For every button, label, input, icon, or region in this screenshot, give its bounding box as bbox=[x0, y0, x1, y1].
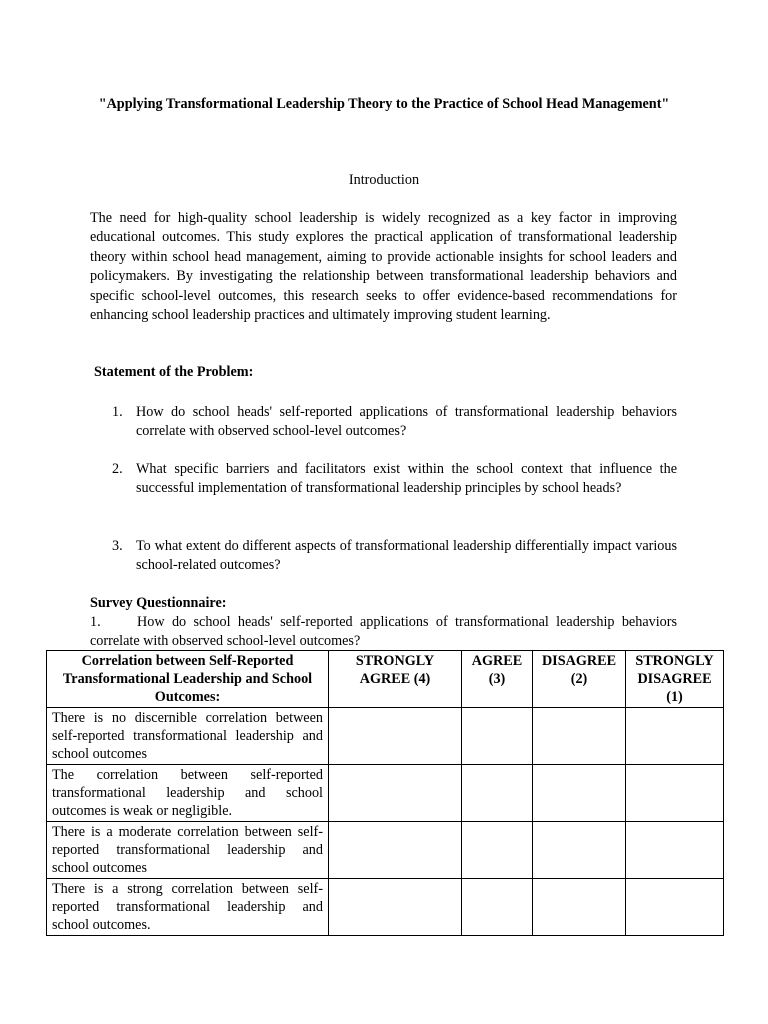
survey-question-1 bbox=[90, 613, 677, 652]
question-text: To what extent do different aspects of transformational leadership differentially impact various school-related outcomes? bbox=[136, 538, 677, 574]
strongly-disagree-cell[interactable] bbox=[626, 879, 724, 936]
question-number: 3. bbox=[112, 538, 123, 554]
disagree-cell[interactable] bbox=[533, 879, 626, 936]
problem-question-2 bbox=[112, 460, 677, 499]
agree-cell[interactable] bbox=[462, 765, 533, 822]
table-header-row bbox=[47, 651, 724, 708]
disagree-cell[interactable] bbox=[533, 708, 626, 765]
column-header-strongly-disagree: STRONGLY DISAGREE (1) bbox=[626, 651, 724, 708]
agree-cell[interactable] bbox=[462, 708, 533, 765]
introduction-paragraph: The need for high-quality school leadership is widely recognized as a key factor in improving educational outcomes. This study explores the practical application of transformational leadership theory within school head management, aiming to provide actionable insights for school leaders and policymakers. By investigating the relationship between transformational leadership behaviors and specific school-level outcomes, this research seeks to offer evidence-based recommendations for enhancing school leadership practices and ultimately improving student learning. bbox=[90, 210, 677, 324]
problem-question-3 bbox=[112, 537, 677, 576]
disagree-cell[interactable] bbox=[533, 822, 626, 879]
strongly-agree-cell[interactable] bbox=[329, 822, 462, 879]
introduction-heading: Introduction bbox=[348, 172, 420, 188]
strongly-disagree-cell[interactable] bbox=[626, 822, 724, 879]
agree-cell[interactable] bbox=[462, 822, 533, 879]
column-header-agree: AGREE (3) bbox=[462, 651, 533, 708]
survey-question-number: 1. bbox=[90, 614, 101, 630]
strongly-agree-cell[interactable] bbox=[329, 708, 462, 765]
question-number: 1. bbox=[112, 404, 123, 420]
statement-cell: There is no discernible correlation between self-reported transformational leadership and school outcomes bbox=[47, 708, 329, 765]
strongly-disagree-cell[interactable] bbox=[626, 765, 724, 822]
table-row bbox=[47, 822, 724, 879]
table-row bbox=[47, 708, 724, 765]
problem-statement-heading: Statement of the Problem: bbox=[94, 364, 254, 380]
agree-cell[interactable] bbox=[462, 879, 533, 936]
column-header-strongly-agree: STRONGLY AGREE (4) bbox=[329, 651, 462, 708]
table-row bbox=[47, 765, 724, 822]
disagree-cell[interactable] bbox=[533, 765, 626, 822]
document-title: "Applying Transformational Leadership Theory to the Practice of School Head Management" bbox=[98, 96, 670, 112]
table-row bbox=[47, 879, 724, 936]
problem-question-1 bbox=[112, 403, 677, 442]
statement-cell: There is a strong correlation between self-reported transformational leadership and school outcomes. bbox=[47, 879, 329, 936]
column-header-statement: Correlation between Self-Reported Transformational Leadership and School Outcomes: bbox=[47, 651, 329, 708]
column-header-disagree: DISAGREE (2) bbox=[533, 651, 626, 708]
question-number: 2. bbox=[112, 461, 123, 477]
question-text: How do school heads' self-reported applications of transformational leadership behaviors correlate with observed school-level outcomes? bbox=[136, 404, 677, 440]
strongly-disagree-cell[interactable] bbox=[626, 708, 724, 765]
question-text: What specific barriers and facilitators exist within the school context that influence the successful implementation of transformational leadership principles by school heads? bbox=[136, 461, 677, 497]
strongly-agree-cell[interactable] bbox=[329, 879, 462, 936]
statement-cell: There is a moderate correlation between self-reported transformational leadership and school outcomes bbox=[47, 822, 329, 879]
strongly-agree-cell[interactable] bbox=[329, 765, 462, 822]
survey-question-text: How do school heads' self-reported applications of transformational leadership behaviors correlate with observed school-level outcomes? bbox=[90, 614, 677, 650]
survey-table bbox=[46, 650, 724, 936]
survey-questionnaire-heading: Survey Questionnaire: bbox=[90, 595, 227, 611]
statement-cell: The correlation between self-reported transformational leadership and school outcomes is weak or negligible. bbox=[47, 765, 329, 822]
